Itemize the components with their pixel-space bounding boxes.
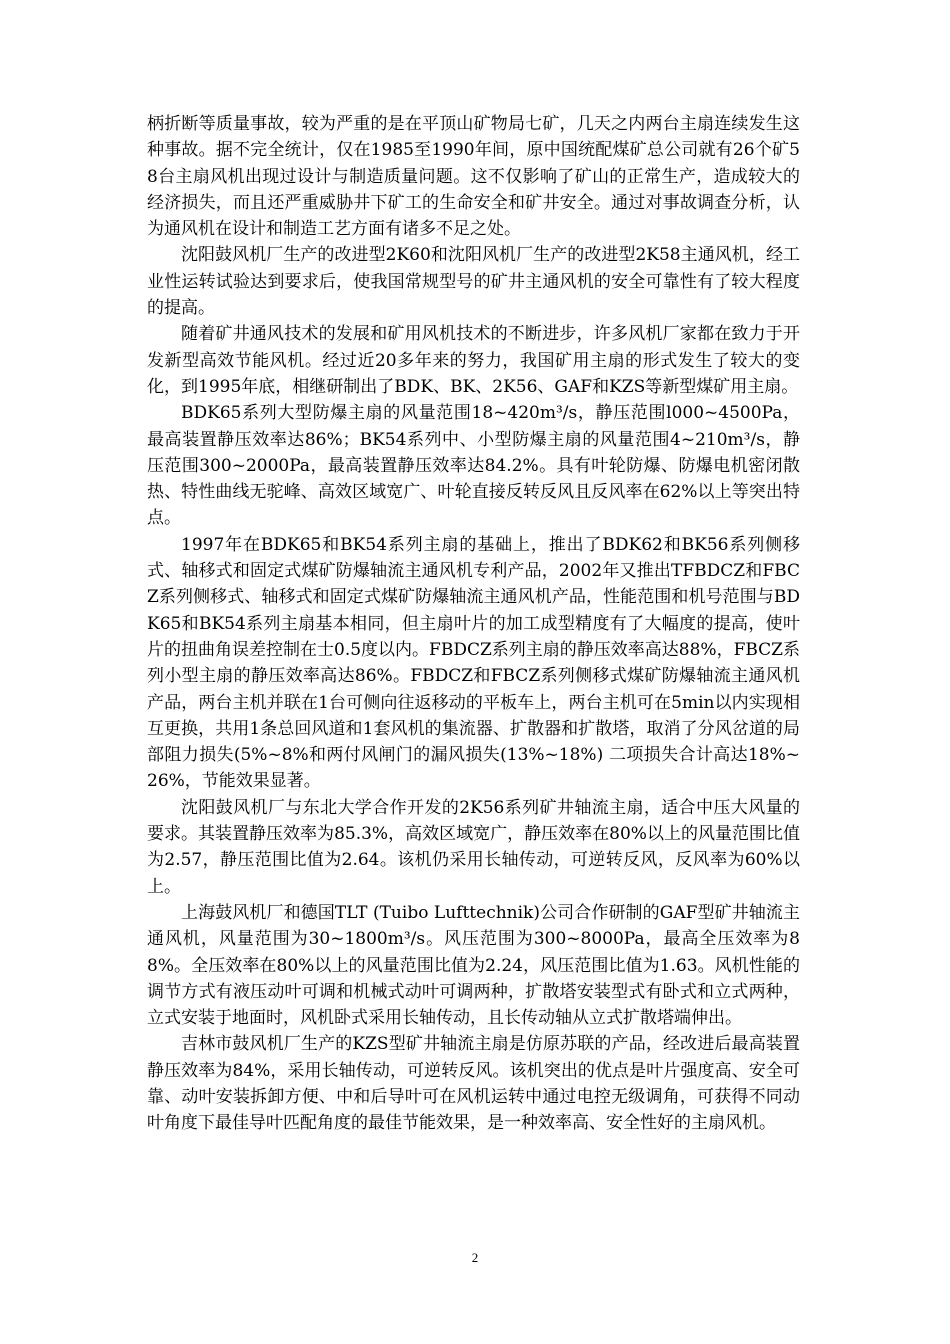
paragraph-2k56: 沈阳鼓风机厂与东北大学合作开发的2K56系列矿井轴流主扇，适合中压大风量的要求。其装置静压效率为85.3%，高效区域宽广，静压效率在80%以上的风量范围比值为2.57，静压范围比值为2.64。该机仍采用长轴传动，可逆转反风，反风率为60%以上。 <box>147 797 800 897</box>
page-number: 2 <box>471 1250 479 1265</box>
paragraph-2k60-2k58: 沈阳鼓风机厂生产的改进型2K60和沈阳风机厂生产的改进型2K58主通风机，经工业性运转试验达到要求后，使我国常规型号的矿井主通风机的安全可靠性有了较大程度的提高。 <box>147 245 800 319</box>
document-body <box>147 111 800 1137</box>
paragraph-fbdcz-fbcz: 1997年在BDK65和BK54系列主扇的基础上，推出了BDK62和BK56系列侧移式、轴移式和固定式煤矿防爆轴流主通风机专利产品，2002年又推出TFBDCZ和FBCZ系列侧移式、轴移式和固定式煤矿防爆轴流主通风机产品，性能范围和机号范围与BDK65和BK54系列主扇基本相同，但主扇叶片的加工成型精度有了大幅度的提高，使叶片的扭曲角误差控制在士0.5度以内。FBDCZ系列主扇的静压效率高达88%，FBCZ系列小型主扇的静压效率高达86%。FBDCZ和FBCZ系列侧移式煤矿防爆轴流主通风机产品，两台主机并联在1台可侧向往返移动的平板车上，两台主机可在5min以内实现相互更换，共用1条总回风道和1套风机的集流器、扩散器和扩散塔，取消了分风岔道的局部阻力损失(5%~8%和两付风闸门的漏风损失(13%~18%) 二项损失合计高达18%~26%，节能效果显著。 <box>147 534 800 792</box>
paragraph-continued: 柄折断等质量事故，较为严重的是在平顶山矿物局七矿，几天之内两台主扇连续发生这种事故。据不完全统计，仅在1985至1990年间，原中国统配煤矿总公司就有26个矿58台主扇风机出现过设计与制造质量问题。这不仅影响了矿山的正常生产，造成较大的经济损失，而且还严重威胁井下矿工的生命安全和矿井安全。通过对事故调查分析，认为通风机在设计和制造工艺方面有诸多不足之处。 <box>147 114 800 240</box>
paragraph-gaf: 上海鼓风机厂和德国TLT (Tuibo Lufttechnik)公司合作研制的GAF型矿井轴流主通风机，风量范围为30~1800m³/s。风压范围为300~8000Pa，最高全压效率为88%。全压效率在80%以上的风量范围比值为2.24，风压范围比值为1.63。风机性能的调节方式有液压动叶可调和机械式动叶可调两种，扩散塔安装型式有卧式和立式两种，立式安装于地面时，风机卧式采用长轴传动，且长传动轴从立式扩散塔端伸出。 <box>147 902 800 1029</box>
paragraph-bdk65-bk54: BDK65系列大型防爆主扇的风量范围18~420m³/s，静压范围l000~4500Pa，最高装置静压效率达86%；BK54系列中、小型防爆主扇的风量范围4~210m³/s，静压范围300~2000Pa，最高装置静压效率达84.2%。具有叶轮防爆、防爆电机密闭散热、特性曲线无驼峰、高效区域宽广、叶轮直接反转反风且反风率在62%以上等突出特点。 <box>147 403 800 529</box>
paragraph-kzs: 吉林市鼓风机厂生产的KZS型矿井轴流主扇是仿原苏联的产品，经改进后最高装置静压效率为84%，采用长轴传动，可逆转反风。该机突出的优点是叶片强度高、安全可靠、动叶安装拆卸方便、中和后导叶可在风机运转中通过电控无级调角，可获得不同动叶角度下最佳导叶匹配角度的最佳节能效果，是一种效率高、安全性好的主扇风机。 <box>147 1034 800 1134</box>
paragraph-new-fans: 随着矿井通风技术的发展和矿用风机技术的不断进步，许多风机厂家都在致力于开发新型高效节能风机。经过近20多年来的努力，我国矿用主扇的形式发生了较大的变化，到1995年底，相继研制出了BDK、BK、2K56、GAF和KZS等新型煤矿用主扇。 <box>147 324 800 397</box>
